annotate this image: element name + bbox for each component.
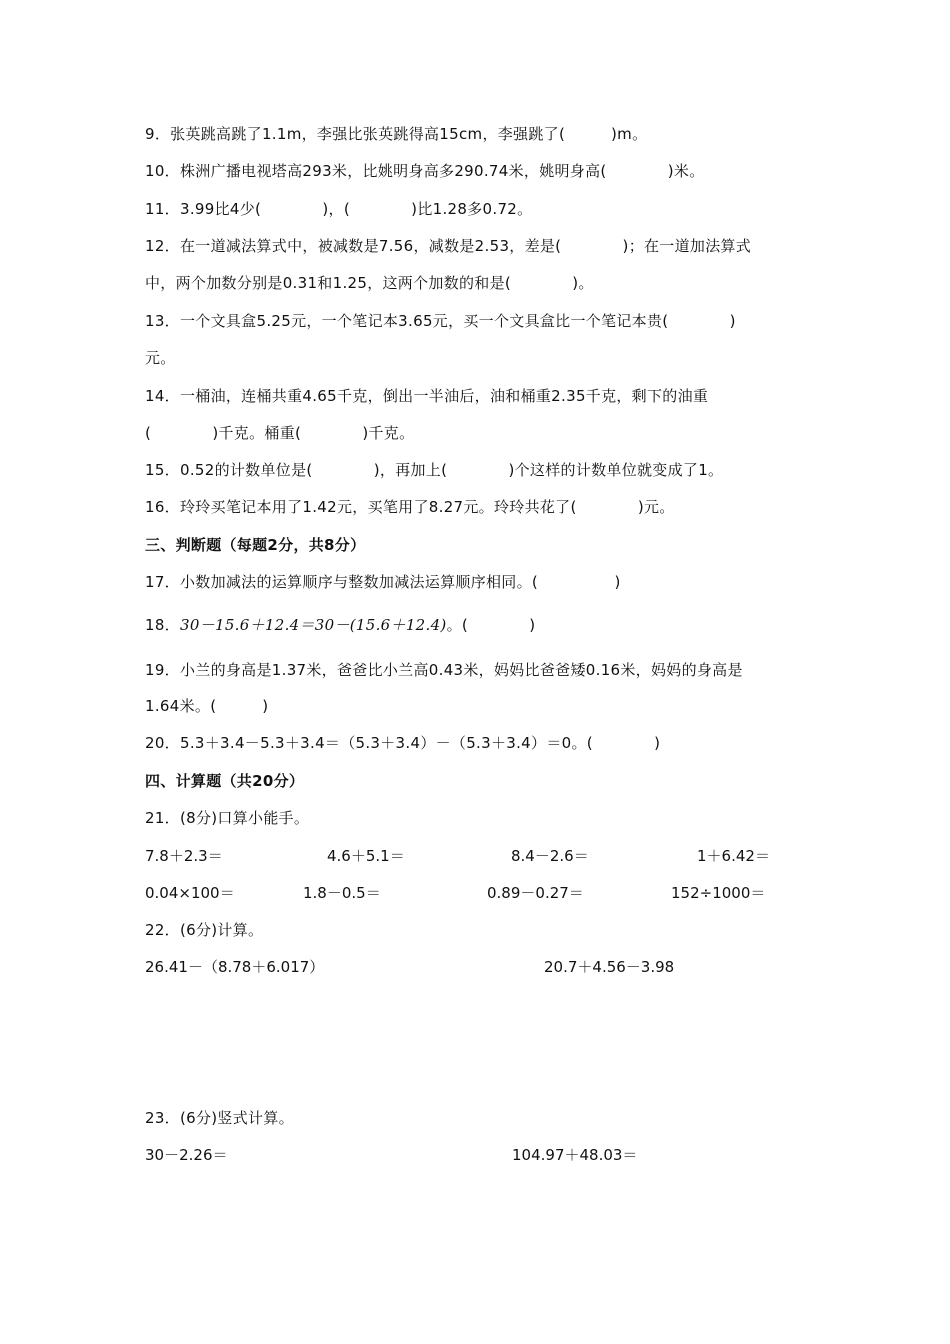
question-15: 15．0.52的计数单位是( )，再加上( )个这样的计数单位就变成了1。	[145, 461, 724, 479]
question-20: 20．5.3＋3.4－5.3＋3.4＝（5.3＋3.4）－（5.3＋3.4）＝0。( )	[145, 734, 661, 752]
mental-math-item: 152÷1000＝	[671, 884, 766, 902]
question-16: 16．玲玲买笔记本用了1.42元，买笔用了8.27元。玲玲共花了( )元。	[145, 498, 675, 516]
question-18-expression: 30－15.6＋12.4＝30－(15.6＋12.4)	[180, 616, 447, 634]
question-12-line-2: 中，两个加数分别是0.31和1.25，这两个加数的和是( )。	[145, 274, 594, 292]
calculation-item: 26.41－（8.78＋6.017）	[145, 958, 325, 976]
mental-math-item: 8.4－2.6＝	[511, 847, 589, 865]
question-14-line-1: 14．一桶油，连桶共重4.65千克，倒出一半油后，油和桶重2.35千克，剩下的油重	[145, 387, 709, 405]
mental-math-item: 0.89－0.27＝	[487, 884, 584, 902]
question-13-line-2: 元。	[145, 349, 176, 367]
mental-math-item: 1.8－0.5＝	[303, 884, 381, 902]
question-12-line-1: 12．在一道减法算式中，被减数是7.56，减数是2.53，差是( )；在一道加法算式	[145, 237, 752, 255]
section-4-heading: 四、计算题（共20分）	[145, 772, 305, 790]
question-19-line-2: 1.64米。( )	[145, 697, 269, 715]
mental-math-item: 4.6＋5.1＝	[327, 847, 405, 865]
question-18-number: 18．	[145, 616, 180, 634]
question-23: 23．(6分)竖式计算。	[145, 1109, 294, 1127]
question-17: 17．小数加减法的运算顺序与整数加减法运算顺序相同。( )	[145, 573, 621, 591]
question-18-tail: 。( )	[446, 616, 536, 634]
mental-math-item: 7.8＋2.3＝	[145, 847, 223, 865]
question-11: 11．3.99比4少( )，( )比1.28多0.72。	[145, 200, 533, 218]
vertical-calc-item: 30－2.26＝	[145, 1146, 228, 1164]
vertical-calc-item: 104.97＋48.03＝	[512, 1146, 638, 1164]
question-22: 22．(6分)计算。	[145, 921, 264, 939]
mental-math-item: 0.04×100＝	[145, 884, 235, 902]
calculation-item: 20.7＋4.56－3.98	[544, 958, 675, 976]
question-10: 10．株洲广播电视塔高293米，比姚明身高多290.74米，姚明身高( )米。	[145, 162, 705, 180]
question-13-line-1: 13．一个文具盒5.25元，一个笔记本3.65元，买一个文具盒比一个笔记本贵( )	[145, 312, 736, 330]
question-9: 9．张英跳高跳了1.1m，李强比张英跳得高15cm，李强跳了( )m。	[145, 125, 648, 143]
question-21: 21．(8分)口算小能手。	[145, 809, 310, 827]
mental-math-item: 1＋6.42＝	[697, 847, 770, 865]
question-14-line-2: ( )千克。桶重( )千克。	[145, 424, 415, 442]
question-19-line-1: 19．小兰的身高是1.37米，爸爸比小兰高0.43米，妈妈比爸爸矮0.16米，妈妈的身高是	[145, 661, 743, 679]
section-3-heading: 三、判断题（每题2分，共8分）	[145, 536, 366, 554]
question-18	[145, 615, 535, 635]
